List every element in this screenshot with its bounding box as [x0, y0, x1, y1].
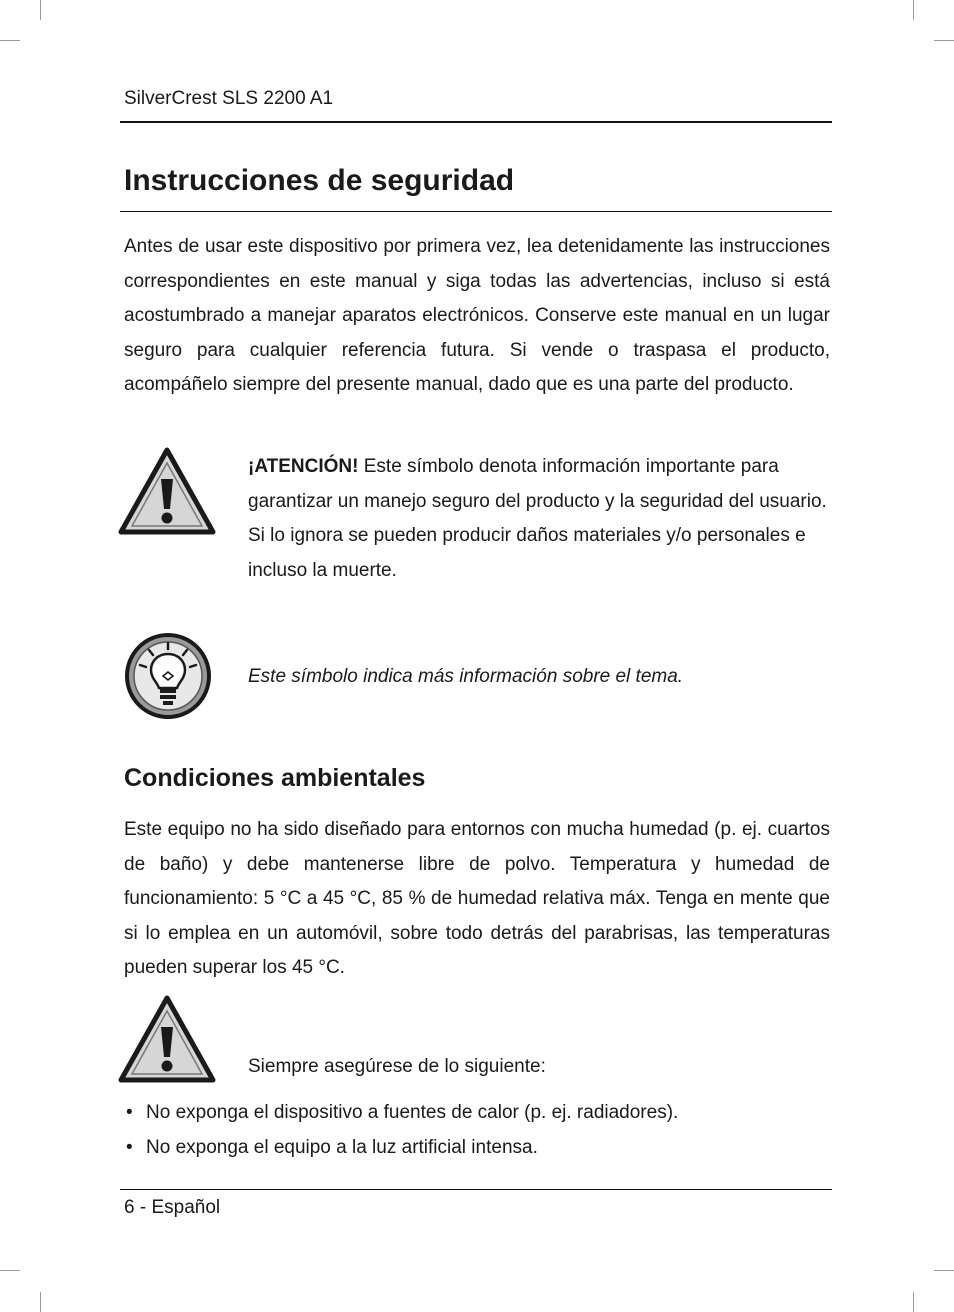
precaution-list	[124, 1095, 844, 1165]
list-item	[124, 1095, 844, 1130]
warning-triangle-icon	[118, 447, 216, 540]
title-rule	[120, 211, 832, 212]
running-header: SilverCrest SLS 2200 A1	[124, 88, 334, 109]
crop-mark	[913, 0, 914, 20]
lightbulb-icon	[124, 632, 212, 725]
bullet-icon: •	[126, 1102, 133, 1123]
intro-paragraph: Antes de usar este dispositivo por primera vez, lea detenidamente las instrucciones correspondientes en este manual y siga todas las advertencias, incluso si está acostumbrado a manejar aparatos electrónicos. Conserve este manual en un lugar seguro para cualquier referencia futura. Si vende o traspasa el producto, acompáñelo siempre del presente manual, dado que es una parte del producto.	[124, 236, 830, 396]
crop-mark	[934, 40, 954, 41]
warning-label: ¡ATENCIÓN!	[248, 456, 359, 477]
environment-paragraph: Este equipo no ha sido diseñado para entornos con mucha humedad (p. ej. cuartos de baño) y debe mantenerse libre de polvo. Temperatura y humedad de funcionamiento: 5 °C a 45 °C, 85 % de humedad relativa máx. Tenga en mente que si lo emplea en un automóvil, sobre todo detrás del parabrisas, las temperaturas pueden superar los 45 °C.	[124, 819, 830, 979]
crop-mark	[934, 1270, 954, 1271]
page-number: 6 - Español	[124, 1197, 221, 1218]
warning-note	[248, 450, 828, 588]
section-heading: Condiciones ambientales	[124, 764, 426, 792]
info-note: Este símbolo indica más información sobre el tema.	[248, 666, 684, 687]
warning-text: Este símbolo denota información importante para garantizar un manejo seguro del producto y la seguridad del usuario. Si lo ignora se pueden producir daños materiales y/o personales e incluso la muerte.	[248, 456, 827, 581]
warning-note-2: Siempre asegúrese de lo siguiente:	[248, 1056, 546, 1077]
bullet-icon: •	[126, 1137, 133, 1158]
footer-rule	[120, 1189, 832, 1190]
header-rule	[120, 121, 832, 123]
crop-mark	[0, 1270, 20, 1271]
warning-triangle-icon	[118, 995, 216, 1088]
list-item	[124, 1130, 844, 1165]
crop-mark	[0, 40, 20, 41]
crop-mark	[913, 1292, 914, 1312]
crop-mark	[40, 0, 41, 20]
list-item-text: No exponga el equipo a la luz artificial intensa.	[146, 1137, 538, 1158]
crop-mark	[40, 1292, 41, 1312]
list-item-text: No exponga el dispositivo a fuentes de calor (p. ej. radiadores).	[146, 1102, 679, 1123]
page-title: Instrucciones de seguridad	[124, 164, 515, 197]
